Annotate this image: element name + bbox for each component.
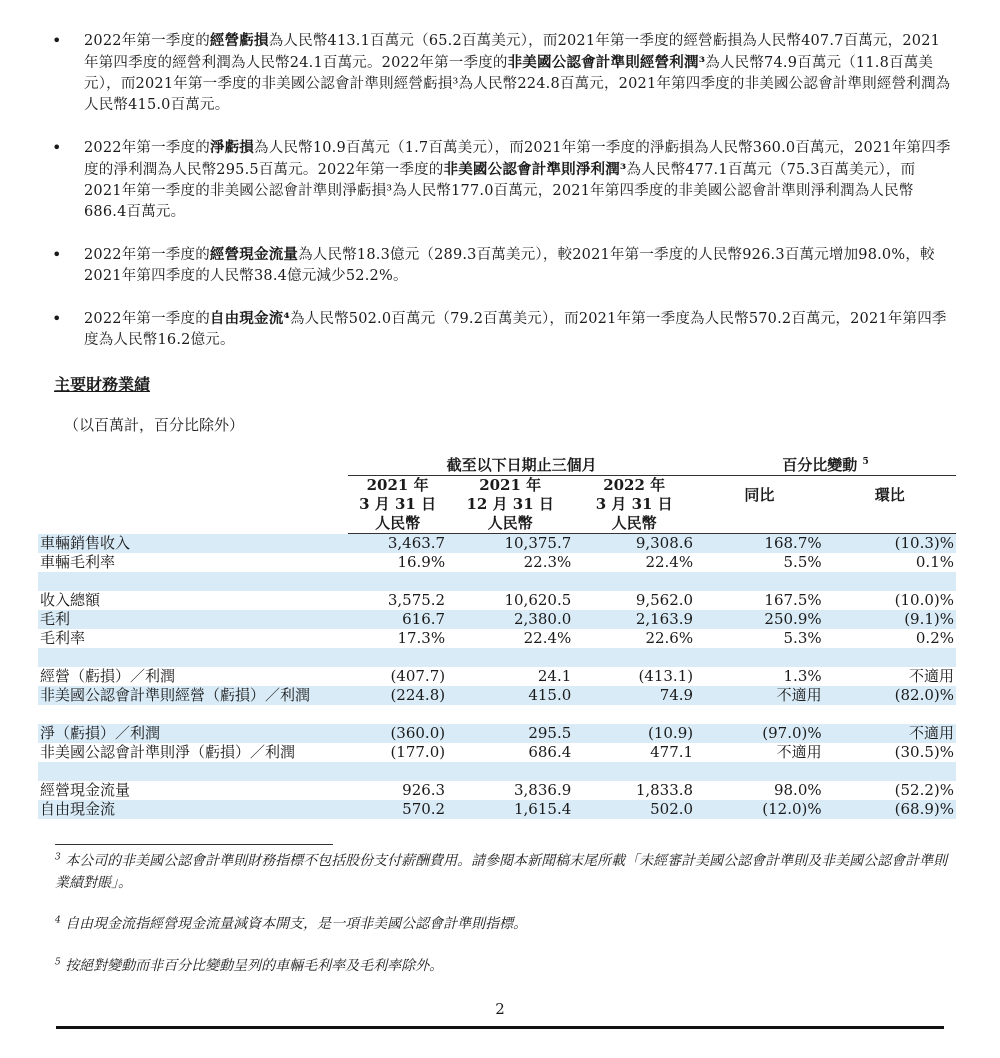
table-cell: 0.1% bbox=[915, 553, 954, 571]
row-label: 車輛毛利率 bbox=[40, 553, 116, 571]
footnote-text: 自由現金流指經營現金流量減資本開支，是一項非美國公認會計準則指標。 bbox=[65, 916, 528, 932]
table-cell: 502.0 bbox=[573, 800, 695, 819]
table-cell: 0.2% bbox=[915, 629, 954, 647]
bullet-bold-term: 經營虧損 bbox=[209, 32, 269, 49]
bullet-text bbox=[84, 308, 952, 351]
table-cell: 16.9% bbox=[397, 553, 446, 571]
period-group-header: 截至以下日期止三個月 bbox=[348, 456, 695, 476]
bullet-dot-icon: • bbox=[52, 309, 62, 328]
table-row bbox=[38, 686, 956, 705]
row-label: 自由現金流 bbox=[38, 800, 348, 819]
bullet-text bbox=[84, 30, 952, 116]
row-label: 毛利率 bbox=[40, 629, 86, 647]
bullet-dot-icon: • bbox=[52, 138, 62, 157]
period-header-3: 2022 年 3 月 31 日 bbox=[595, 476, 673, 513]
currency-header-2: 人民幣 bbox=[447, 514, 573, 534]
table-cell: 1,833.8 bbox=[635, 781, 694, 799]
footnote-number: 5 bbox=[55, 957, 61, 968]
table-cell: 10,620.5 bbox=[504, 591, 572, 609]
table-cell: 22.6% bbox=[645, 629, 694, 647]
table-row bbox=[38, 781, 956, 800]
table-cell: (82.0)% bbox=[824, 686, 956, 705]
table-cell: (10.9) bbox=[573, 724, 695, 743]
table-cell: 295.5 bbox=[447, 724, 573, 743]
footnote-divider bbox=[55, 844, 333, 845]
page-number: 2 bbox=[495, 1000, 505, 1018]
table-cell: 不適用 bbox=[695, 686, 824, 705]
table-cell: 98.0% bbox=[773, 781, 822, 799]
row-label: 淨（虧損）／利潤 bbox=[38, 724, 348, 743]
table-cell: (177.0) bbox=[390, 743, 446, 761]
period-header-1: 2021 年 3 月 31 日 bbox=[359, 476, 437, 513]
bottom-rule bbox=[56, 1026, 944, 1029]
table-cell: 22.3% bbox=[523, 553, 572, 571]
bullet-text-run: 為人民幣74.9百萬元（11.8百萬美元），而2021年第一季度的非美國公認會計準則經營虧損³為人民幣224.8百萬元，2021年第四季度的非美國公認會計準則經營利潤為人民幣415.0百萬元。 bbox=[84, 55, 951, 113]
table-row bbox=[38, 724, 956, 743]
bullet-item bbox=[52, 244, 952, 287]
row-label: 車輛銷售收入 bbox=[38, 534, 348, 554]
bullet-bold-term: 非美國公認會計準則淨利潤³ bbox=[443, 161, 627, 178]
table-row bbox=[38, 743, 956, 762]
bullet-item bbox=[52, 30, 952, 116]
footnote-text: 按絕對變動而非百分比變動呈列的車輛毛利率及毛利率除外。 bbox=[65, 958, 444, 974]
currency-header-3: 人民幣 bbox=[573, 514, 695, 534]
bullet-text-run: 為人民幣10.9百萬元（1.7百萬美元），而2021年第一季度的淨虧損為人民幣360.0百萬元，2021年第四季度的淨利潤為人民幣295.5百萬元。2022年第一季度的 bbox=[84, 140, 951, 178]
row-label: 非美國公認會計準則經營（虧損）／利潤 bbox=[38, 686, 348, 705]
bullet-bold-term: 非美國公認會計準則經營利潤³ bbox=[507, 54, 706, 71]
table-cell: 477.1 bbox=[650, 743, 694, 761]
table-row bbox=[38, 534, 956, 554]
currency-header-1: 人民幣 bbox=[348, 514, 447, 534]
table-cell: 22.4% bbox=[523, 629, 572, 647]
table-row bbox=[38, 667, 956, 686]
bullet-text-run: 2022年第一季度的 bbox=[84, 140, 210, 156]
row-label: 經營（虧損）／利潤 bbox=[40, 667, 176, 685]
table-cell: 3,575.2 bbox=[387, 591, 446, 609]
table-cell: (360.0) bbox=[348, 724, 447, 743]
table-row bbox=[38, 591, 956, 610]
bullet-dot-icon: • bbox=[52, 245, 62, 264]
table-cell: 74.9 bbox=[573, 686, 695, 705]
yoy-header: 同比 bbox=[744, 485, 775, 504]
footnote-text: 本公司的非美國公認會計準則財務指標不包括股份支付薪酬費用。請參閱本新聞稿末尾所載「未經審計美國公認會計準則及非美國公認會計準則業績對賬」。 bbox=[55, 853, 948, 891]
table-spacer-row bbox=[38, 762, 956, 781]
table-cell: (68.9)% bbox=[824, 800, 956, 819]
row-label: 非美國公認會計準則淨（虧損）／利潤 bbox=[40, 743, 296, 761]
table-cell: (407.7) bbox=[390, 667, 446, 685]
footnote-number: 4 bbox=[55, 915, 61, 926]
footnote bbox=[55, 955, 955, 977]
bullet-text bbox=[84, 244, 952, 287]
table-cell: 167.5% bbox=[764, 591, 822, 609]
footnote bbox=[55, 913, 955, 935]
table-row bbox=[38, 629, 956, 648]
table-cell: (97.0)% bbox=[695, 724, 824, 743]
row-label: 經營現金流量 bbox=[40, 781, 131, 799]
table-cell: 24.1 bbox=[537, 667, 572, 685]
table-spacer-row bbox=[38, 648, 956, 667]
qoq-header: 環比 bbox=[874, 485, 905, 504]
bullet-bold-term: 經營現金流量 bbox=[209, 246, 299, 263]
bullet-text-run: 2022年第一季度的 bbox=[84, 311, 210, 327]
period-header-2: 2021 年 12 月 31 日 bbox=[466, 476, 554, 513]
table-cell: 不適用 bbox=[776, 743, 822, 761]
row-label: 毛利 bbox=[38, 610, 348, 629]
table-cell: 1,615.4 bbox=[447, 800, 573, 819]
table-cell: (30.5)% bbox=[894, 743, 954, 761]
bullet-item bbox=[52, 137, 952, 223]
change-group-header: 百分比變動 $^5$ bbox=[695, 456, 956, 476]
table-cell: (10.0)% bbox=[894, 591, 954, 609]
table-cell: (224.8) bbox=[348, 686, 447, 705]
footnote-number: 3 bbox=[55, 852, 61, 863]
table-cell: (52.2)% bbox=[894, 781, 954, 799]
table-header-group-row bbox=[38, 456, 956, 476]
unit-note: （以百萬計，百分比除外） bbox=[64, 416, 245, 434]
table-cell: 17.3% bbox=[397, 629, 446, 647]
table-cell: 9,562.0 bbox=[635, 591, 694, 609]
row-label: 收入總額 bbox=[40, 591, 101, 609]
table-spacer-row bbox=[38, 705, 956, 724]
footnote bbox=[55, 850, 955, 894]
table-cell: 3,836.9 bbox=[514, 781, 572, 799]
table-cell: 415.0 bbox=[447, 686, 573, 705]
bullet-text-run: 為人民幣413.1百萬元（65.2百萬美元），而2021年第一季度的經營虧損為人民幣407.7百萬元，2021年第四季度的經營利潤為人民幣24.1百萬元。2022年第一季度的 bbox=[84, 33, 941, 71]
financial-results-table bbox=[38, 456, 956, 819]
table-cell: 168.7% bbox=[695, 534, 824, 554]
bullet-text-run: 為人民幣477.1百萬元（75.3百萬美元），而2021年第一季度的非美國公認會計準則淨虧損³為人民幣177.0百萬元，2021年第四季度的非美國公認會計準則淨利潤為人民幣686.4百萬元。 bbox=[84, 162, 916, 220]
table-cell: 616.7 bbox=[348, 610, 447, 629]
table-cell: 10,375.7 bbox=[447, 534, 573, 554]
table-cell: 5.5% bbox=[783, 553, 822, 571]
table-cell: 不適用 bbox=[824, 724, 956, 743]
bullet-bold-term: 自由現金流⁴ bbox=[209, 310, 290, 327]
table-cell: 926.3 bbox=[402, 781, 446, 799]
bullet-dot-icon: • bbox=[52, 31, 62, 50]
table-cell: 250.9% bbox=[695, 610, 824, 629]
bullet-text-run: 2022年第一季度的 bbox=[84, 33, 210, 49]
table-row bbox=[38, 610, 956, 629]
table-row bbox=[38, 553, 956, 572]
table-cell: 2,163.9 bbox=[573, 610, 695, 629]
table-header-currency-row bbox=[38, 514, 956, 534]
table-cell: 不適用 bbox=[908, 667, 954, 685]
table-spacer-row bbox=[38, 572, 956, 591]
table-cell: (10.3)% bbox=[824, 534, 956, 554]
table-cell: 686.4 bbox=[528, 743, 572, 761]
bullet-text-run: 2022年第一季度的 bbox=[84, 247, 210, 263]
table-cell: 22.4% bbox=[645, 553, 694, 571]
table-cell: 9,308.6 bbox=[573, 534, 695, 554]
table-cell: 570.2 bbox=[348, 800, 447, 819]
bullet-text-run: 為人民幣502.0百萬元（79.2百萬美元），而2021年第一季度為人民幣570.2百萬元，2021年第四季度為人民幣16.2億元。 bbox=[84, 311, 947, 348]
section-title: 主要財務業績 bbox=[54, 375, 151, 394]
table-cell: (9.1)% bbox=[824, 610, 956, 629]
summary-bullets bbox=[52, 30, 952, 372]
table-cell: 1.3% bbox=[783, 667, 822, 685]
table-row bbox=[38, 800, 956, 819]
bullet-text bbox=[84, 137, 952, 223]
table-cell: 3,463.7 bbox=[348, 534, 447, 554]
table-cell: 2,380.0 bbox=[447, 610, 573, 629]
bullet-bold-term: 淨虧損 bbox=[209, 139, 255, 156]
table-cell: (413.1) bbox=[638, 667, 694, 685]
table-cell: 5.3% bbox=[783, 629, 822, 647]
bullet-text-run: 為人民幣18.3億元（289.3百萬美元），較2021年第一季度的人民幣926.3百萬元增加98.0%，較2021年第四季度的人民幣38.4億元減少52.2%。 bbox=[84, 247, 935, 284]
table-header-period-row bbox=[38, 476, 956, 515]
bullet-item bbox=[52, 308, 952, 351]
table-cell: (12.0)% bbox=[695, 800, 824, 819]
